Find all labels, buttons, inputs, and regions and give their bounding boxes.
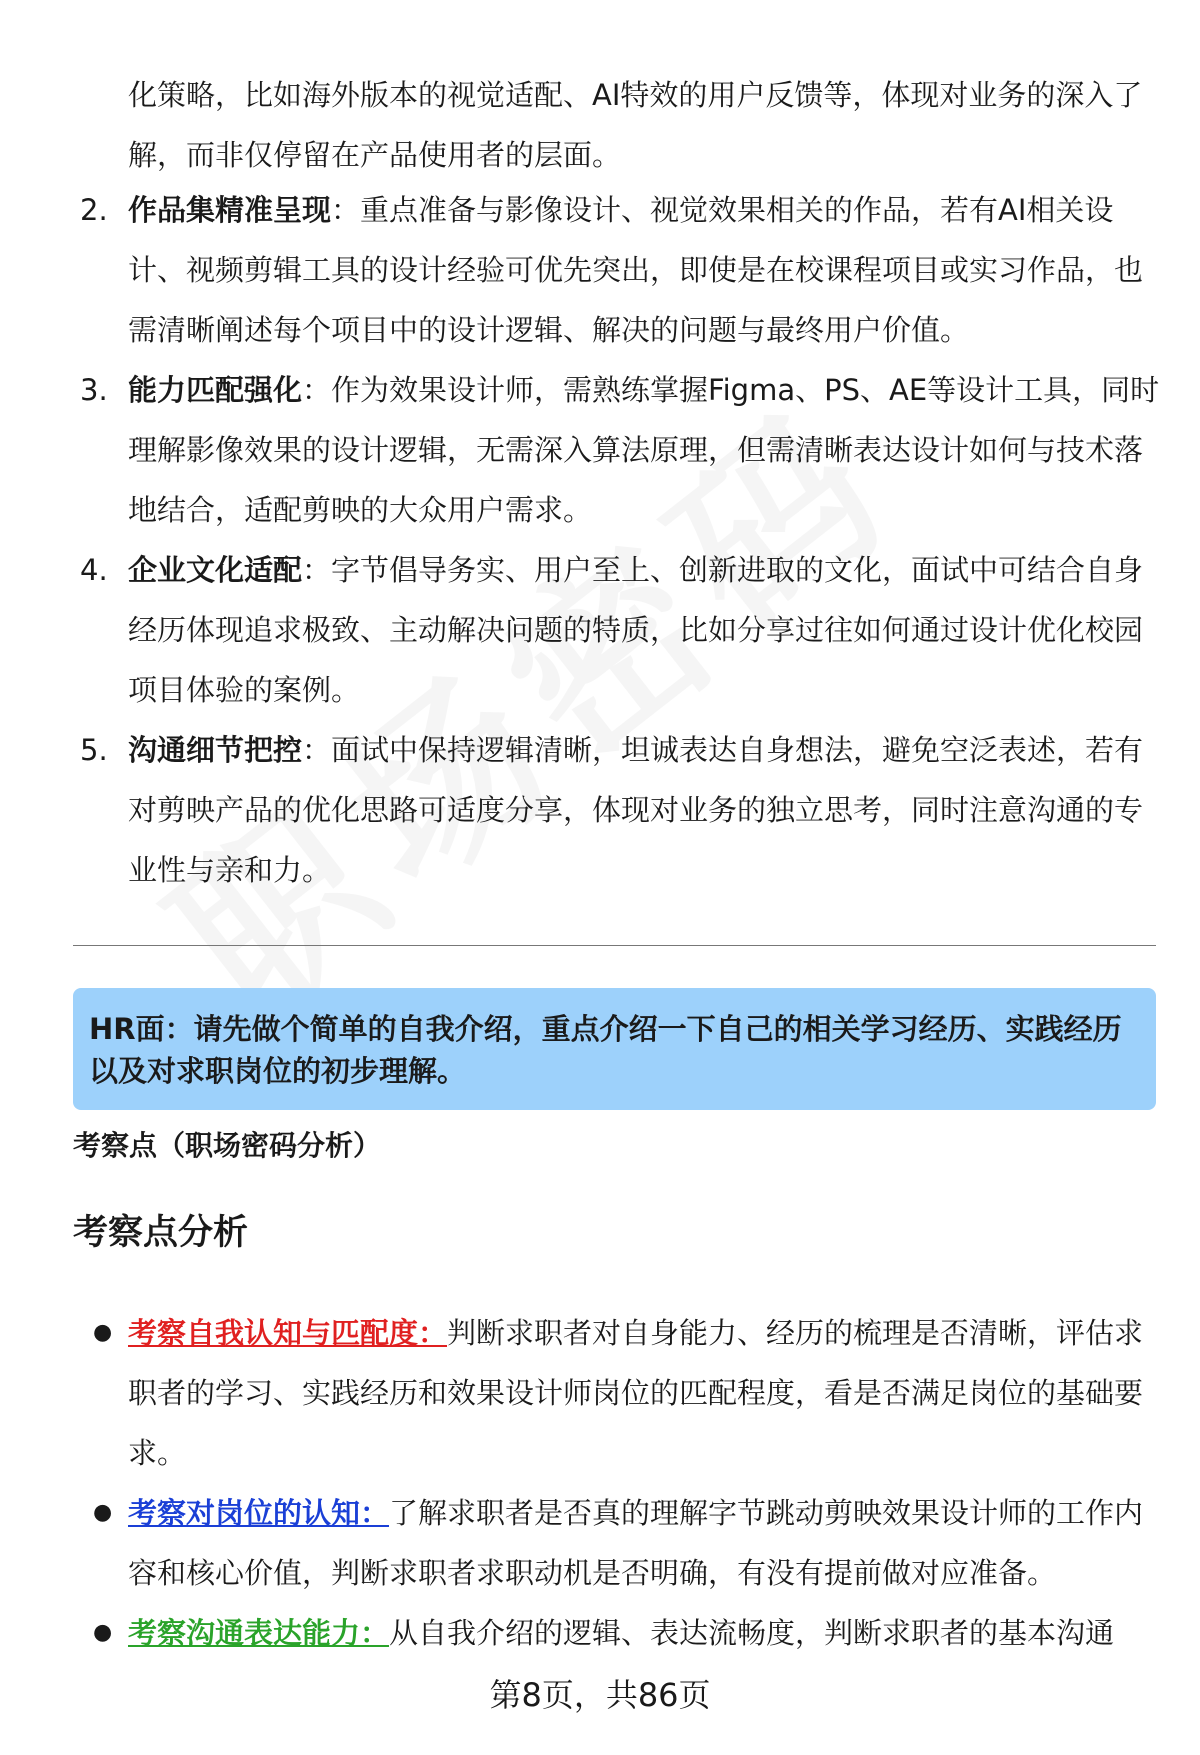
section-divider xyxy=(73,945,1156,946)
item-title: 沟通细节把控 xyxy=(128,733,303,767)
point-label: 考察自我认知与匹配度： xyxy=(128,1316,448,1350)
hr-question-box: HR面：请先做个简单的自我介绍，重点介绍一下自己的相关学习经历、实践经历以及对求职岗位的初步理解。 xyxy=(73,988,1156,1110)
list-item: 2. 作品集精准呈现：重点准备与影像设计、视觉效果相关的作品，若有AI相关设计、视频剪辑工具的设计经验可优先突出，即使是在校课程项目或实习作品，也需清晰阐述每个项目中的设计逻辑、解决的问题与最终用户价值。 xyxy=(80,180,1160,360)
item-text: 重点准备与影像设计、视觉效果相关的作品，若有AI相关设计、视频剪辑工具的设计经验可优先突出，即使是在校课程项目或实习作品，也需清晰阐述每个项目中的设计逻辑、解决的问题与最终用户价值。 xyxy=(128,193,1144,347)
page-footer: 第8页，共86页 xyxy=(489,1676,711,1714)
list-item xyxy=(93,1483,1148,1603)
point-label: 考察对岗位的认知： xyxy=(128,1496,390,1530)
item-text: 字节倡导务实、用户至上、创新进取的文化，面试中可结合自身经历体现追求极致、主动解决问题的特质，比如分享过往如何通过设计优化校园项目体验的案例。 xyxy=(128,553,1144,707)
item-title: 能力匹配强化 xyxy=(128,373,303,407)
bullet-icon: ● xyxy=(93,1620,113,1645)
tips-list xyxy=(80,180,1160,900)
list-item: 4. 企业文化适配：字节倡导务实、用户至上、创新进取的文化，面试中可结合自身经历体现追求极致、主动解决问题的特质，比如分享过往如何通过设计优化校园项目体验的案例。 xyxy=(80,540,1160,720)
item-title: 作品集精准呈现 xyxy=(128,193,332,227)
point-text: 判断求职者对自身能力、经历的梳理是否清晰，评估求职者的学习、实践经历和效果设计师岗位的匹配程度，看是否满足岗位的基础要求。 xyxy=(128,1316,1144,1470)
list-item: 5. 沟通细节把控：面试中保持逻辑清晰，坦诚表达自身想法，避免空泛表述，若有对剪映产品的优化思路可适度分享，体现对业务的独立思考，同时注意沟通的专业性与亲和力。 xyxy=(80,720,1160,900)
bullet-icon: ● xyxy=(93,1500,113,1525)
list-number: 3. xyxy=(80,373,108,407)
continuation-paragraph: 化策略，比如海外版本的视觉适配、AI特效的用户反馈等，体现对业务的深入了解，而非仅停留在产品使用者的层面。 xyxy=(128,78,1143,172)
item-text: 作为效果设计师，需熟练掌握Figma、PS、AE等设计工具，同时理解影像效果的设计逻辑，无需深入算法原理，但需清晰表达设计如何与技术落地结合，适配剪映的大众用户需求。 xyxy=(128,373,1160,527)
bullet-icon: ● xyxy=(93,1320,113,1345)
section-heading: 考察点分析 xyxy=(73,1213,249,1253)
list-number: 2. xyxy=(80,193,108,227)
item-text: 面试中保持逻辑清晰，坦诚表达自身想法，避免空泛表述，若有对剪映产品的优化思路可适度分享，体现对业务的独立思考，同时注意沟通的专业性与亲和力。 xyxy=(128,733,1144,887)
item-title: 企业文化适配 xyxy=(128,553,303,587)
list-item xyxy=(93,1603,1148,1663)
list-item: 3. 能力匹配强化：作为效果设计师，需熟练掌握Figma、PS、AE等设计工具，同时理解影像效果的设计逻辑，无需深入算法原理，但需清晰表达设计如何与技术落地结合，适配剪映的大众用户需求。 xyxy=(80,360,1160,540)
list-item xyxy=(93,1303,1148,1483)
list-number: 4. xyxy=(80,553,108,587)
list-number: 5. xyxy=(80,733,108,767)
subheading: 考察点（职场密码分析） xyxy=(73,1129,382,1162)
point-label: 考察沟通表达能力： xyxy=(128,1616,390,1650)
analysis-list xyxy=(93,1303,1148,1663)
point-text: 了解求职者是否真的理解字节跳动剪映效果设计师的工作内容和核心价值，判断求职者求职动机是否明确，有没有提前做对应准备。 xyxy=(128,1496,1144,1590)
point-text: 从自我介绍的逻辑、表达流畅度，判断求职者的基本沟通 xyxy=(389,1616,1115,1650)
